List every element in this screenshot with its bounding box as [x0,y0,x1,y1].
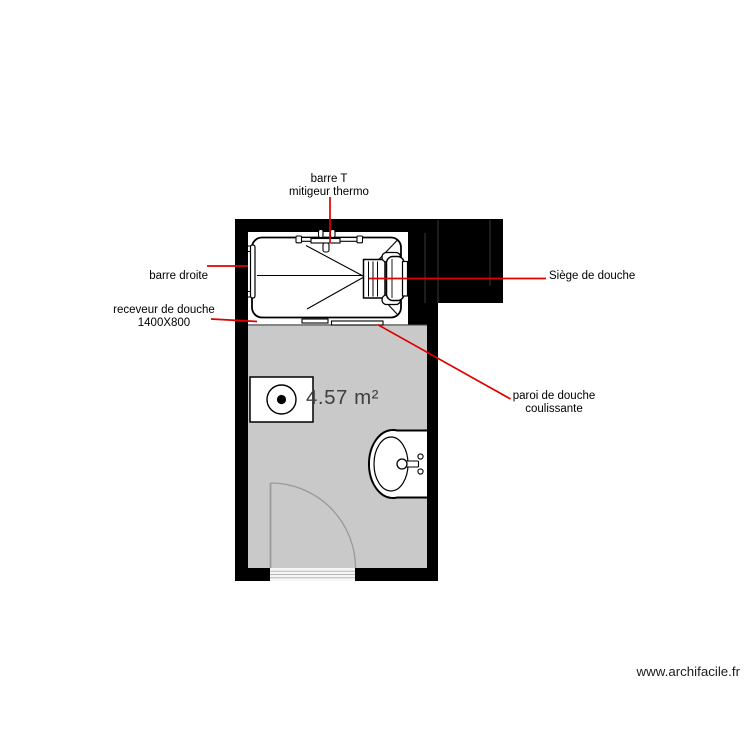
label-barre-t-line1: barre T [310,173,348,185]
washbasin-icon [369,430,427,498]
label-paroi-line2: coulissante [525,402,583,415]
grab-bar-icon [248,245,256,298]
sliding-screen-icon [302,319,383,325]
label-barre-t-line2: mitigeur thermo [289,185,369,198]
label-receveur-line1: receveur de douche [113,304,215,316]
label-siege: Siège de douche [549,270,636,282]
label-barre-droite: barre droite [149,270,208,282]
archifacile-watermark: www.archifacile.fr [636,664,740,679]
room-area-value: 4.57 m² [306,386,379,409]
label-paroi-line1: paroi de douche [512,390,596,402]
label-receveur [84,304,244,329]
label-receveur-line2: 1400X800 [137,316,191,329]
label-barre-t [249,173,409,198]
door-threshold [270,568,355,581]
label-paroi [474,390,634,415]
circle-dot-equipment-icon [250,377,313,422]
